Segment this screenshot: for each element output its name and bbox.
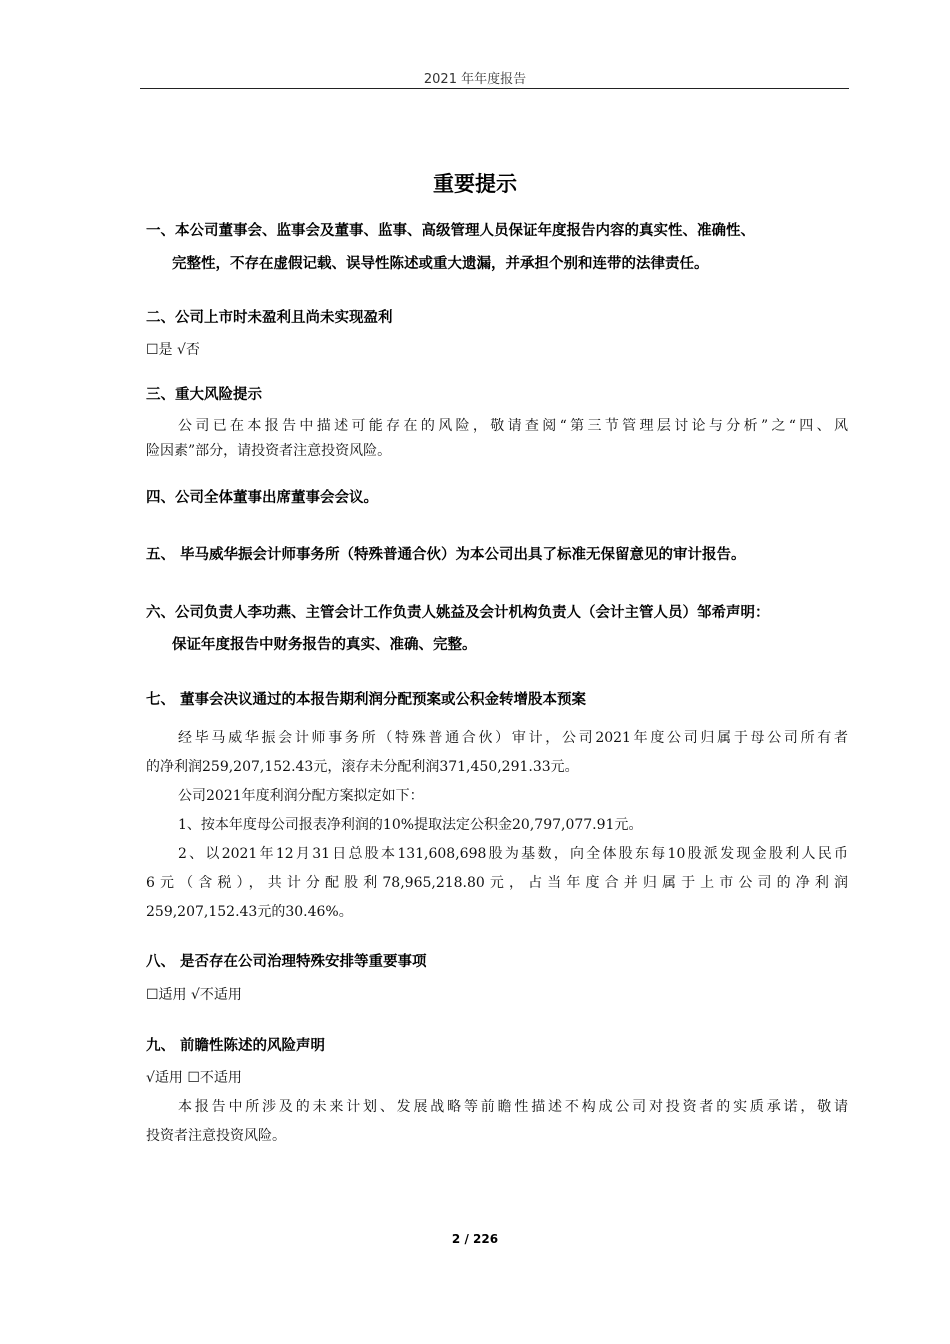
section-7-para-1-line-1: 经毕马威华振会计师事务所（特殊普通合伙）审计，公司2021年度公司归属于母公司所有者 bbox=[178, 730, 848, 746]
section-6-line-1: 六、公司负责人李功燕、主管会计工作负责人姚益及会计机构负责人（会计主管人员）邹希声明： bbox=[146, 605, 770, 621]
section-2-heading: 二、公司上市时未盈利且尚未实现盈利 bbox=[146, 310, 393, 326]
section-3-heading: 三、重大风险提示 bbox=[146, 387, 262, 403]
section-5-heading: 五、 毕马威华振会计师事务所（特殊普通合伙）为本公司出具了标准无保留意见的审计报告。 bbox=[146, 547, 746, 563]
section-7-para-1-line-2: 的净利润259,207,152.43元，滚存未分配利润371,450,291.33元。 bbox=[146, 759, 579, 775]
section-1-line-1: 一、本公司董事会、监事会及董事、监事、高级管理人员保证年度报告内容的真实性、准确性、 bbox=[146, 223, 755, 239]
section-7-para-2: 公司2021年度利润分配方案拟定如下： bbox=[178, 788, 424, 804]
page-title: 重要提示 bbox=[433, 172, 517, 196]
section-2-options: ☐是 √否 bbox=[146, 342, 200, 358]
header-rule bbox=[140, 88, 849, 89]
section-7-para-4-line-3: 259,207,152.43元的30.46%。 bbox=[146, 904, 353, 920]
section-6-line-2: 保证年度报告中财务报告的真实、准确、完整。 bbox=[172, 637, 477, 653]
section-7-para-4-line-2: 6元（含税），共计分配股利78,965,218.80元，占当年度合并归属于上市公司的净利润 bbox=[146, 875, 848, 891]
running-header: 2021 年年度报告 bbox=[423, 72, 527, 87]
page-number: 2 / 226 bbox=[451, 1232, 499, 1246]
section-9-options: √适用 ☐不适用 bbox=[146, 1070, 242, 1086]
section-3-line-1: 公司已在本报告中描述可能存在的风险，敬请查阅“第三节管理层讨论与分析”之“四、风 bbox=[178, 418, 848, 434]
section-8-heading: 八、 是否存在公司治理特殊安排等重要事项 bbox=[146, 954, 427, 970]
section-7-heading: 七、 董事会决议通过的本报告期利润分配预案或公积金转增股本预案 bbox=[146, 692, 587, 708]
section-3-line-2: 险因素”部分，请投资者注意投资风险。 bbox=[146, 443, 392, 459]
section-9-line-2: 投资者注意投资风险。 bbox=[146, 1128, 286, 1144]
section-7-para-4-line-1: 2、以2021年12月31日总股本131,608,698股为基数，向全体股东每10股派发现金股利人民币 bbox=[178, 846, 848, 862]
section-9-heading: 九、 前瞻性陈述的风险声明 bbox=[146, 1038, 326, 1054]
section-8-options: ☐适用 √不适用 bbox=[146, 987, 242, 1003]
section-7-para-3: 1、按本年度母公司报表净利润的10%提取法定公积金20,797,077.91元。 bbox=[178, 817, 643, 833]
section-1-line-2: 完整性，不存在虚假记载、误导性陈述或重大遗漏，并承担个别和连带的法律责任。 bbox=[172, 256, 709, 272]
section-4-heading: 四、公司全体董事出席董事会会议。 bbox=[146, 490, 378, 506]
section-9-line-1: 本报告中所涉及的未来计划、发展战略等前瞻性描述不构成公司对投资者的实质承诺，敬请 bbox=[178, 1099, 848, 1115]
